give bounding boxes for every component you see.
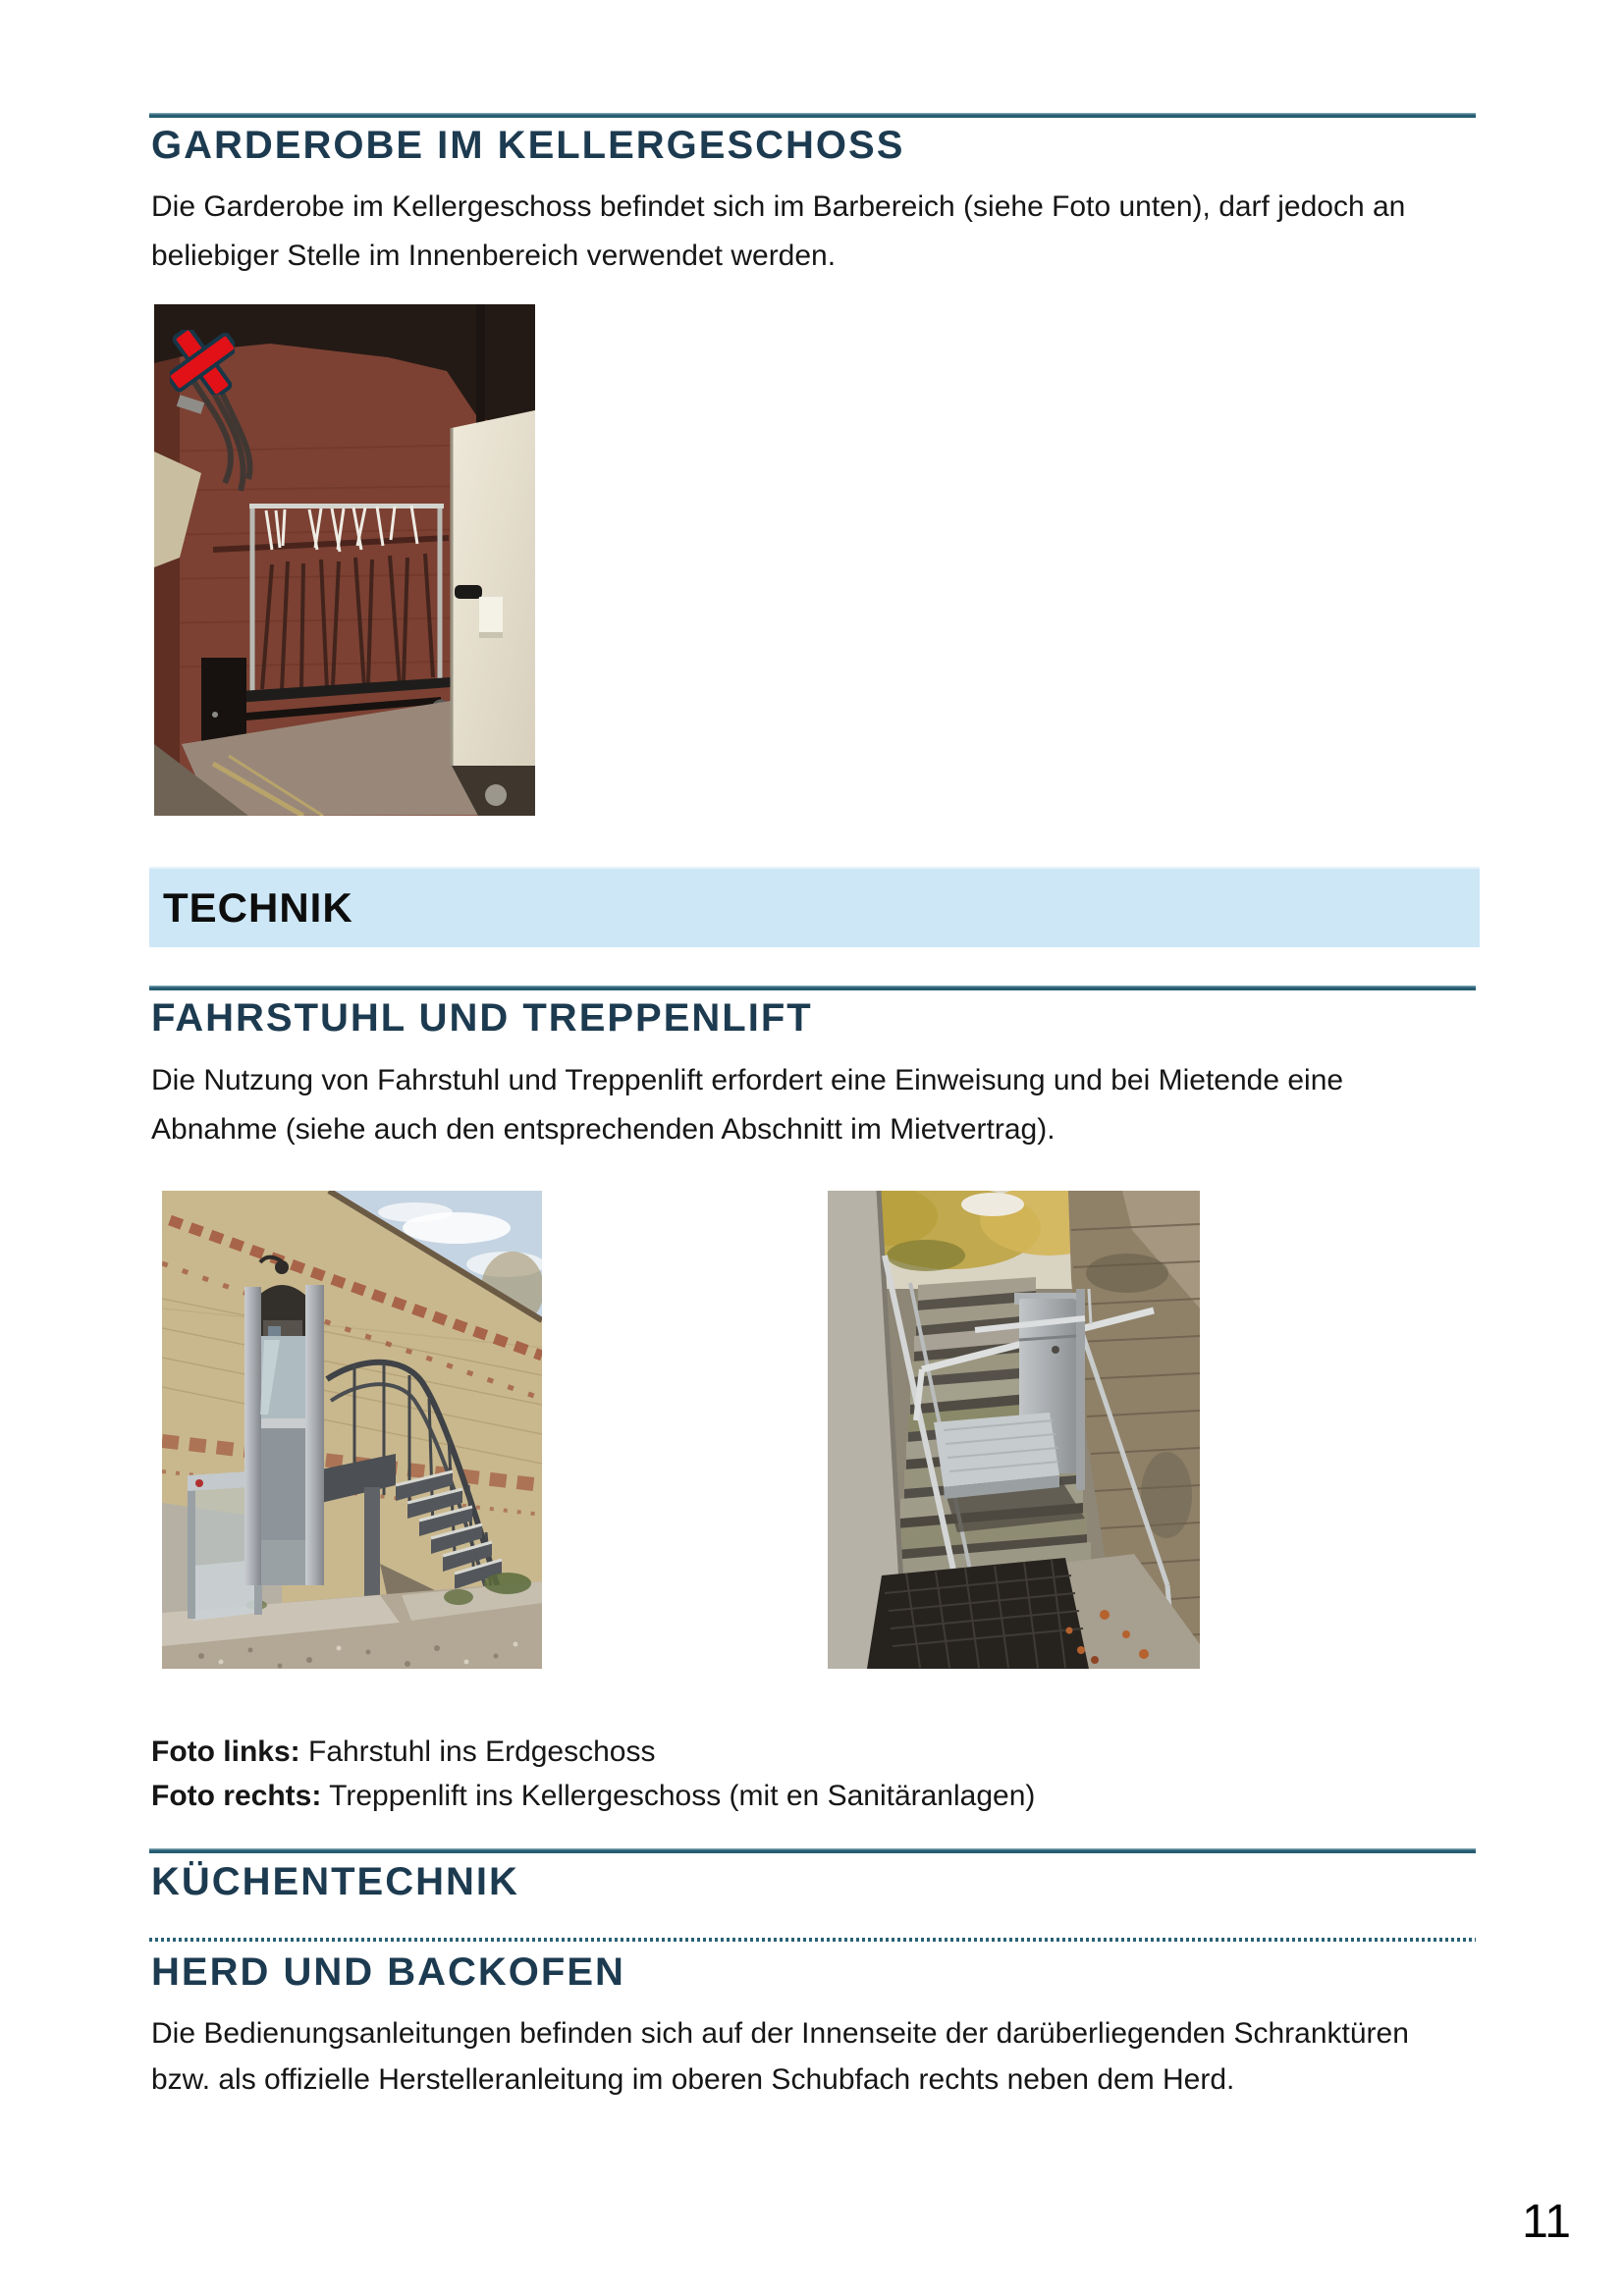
paragraph-herd: Die Bedienungsanleitungen befinden sich auf der Innenseite der darüberliegenden Schranktüren bzw. als offizielle Herstelleranleitung im oberen Schubfach rechts neben dem Herd. bbox=[151, 2017, 1409, 2096]
paragraph-garderobe: Die Garderobe im Kellergeschoss befindet sich im Barbereich (siehe Foto unten), darf jedoch an beliebiger Stelle im Innenbereich verwendet werden. bbox=[151, 190, 1406, 272]
fahrstuhl-photo-illustration bbox=[162, 1191, 542, 1669]
caption-foto-links bbox=[151, 1730, 1480, 1774]
photo-garderobe-kellergeschoss bbox=[154, 304, 535, 816]
page-number: 11 bbox=[1522, 2196, 1571, 2248]
section-rule-fahrstuhl bbox=[149, 986, 1476, 990]
caption-foto-rechts bbox=[151, 1774, 1480, 1818]
section-rule-garderobe bbox=[149, 113, 1476, 118]
dotted-rule-herd bbox=[149, 1938, 1476, 1942]
heading-kuechentechnik: KÜCHENTECHNIK bbox=[151, 1860, 519, 1903]
heading-technik: TECHNIK bbox=[163, 884, 353, 931]
paragraph-fahrstuhl: Die Nutzung von Fahrstuhl und Treppenlift erfordert eine Einweisung und bei Mietende eine Abnahme (siehe auch den entsprechenden Abschnitt im Mietvertrag). bbox=[151, 1064, 1344, 1146]
photo-fahrstuhl bbox=[162, 1191, 542, 1669]
caption-foto-links-text: Fahrstuhl ins Erdgeschoss bbox=[299, 1735, 656, 1768]
photo-treppenlift bbox=[828, 1191, 1200, 1669]
prohibited-x-icon bbox=[170, 330, 235, 395]
heading-garderobe: GARDEROBE IM KELLERGESCHOSS bbox=[151, 124, 905, 167]
heading-herd-backofen: HERD UND BACKOFEN bbox=[151, 1950, 625, 1994]
heading-fahrstuhl-treppenlift: FAHRSTUHL UND TREPPENLIFT bbox=[151, 996, 813, 1040]
caption-foto-rechts-label: Foto rechts: bbox=[151, 1780, 322, 1812]
section-rule-kuechentechnik bbox=[149, 1848, 1476, 1853]
treppenlift-photo-illustration bbox=[828, 1191, 1200, 1669]
caption-foto-rechts-text: Treppenlift ins Kellergeschoss (mit en Sanitäranlagen) bbox=[321, 1780, 1036, 1812]
photo-captions bbox=[151, 1730, 1480, 1818]
section-banner-technik bbox=[149, 867, 1480, 947]
caption-foto-links-label: Foto links: bbox=[151, 1735, 300, 1768]
